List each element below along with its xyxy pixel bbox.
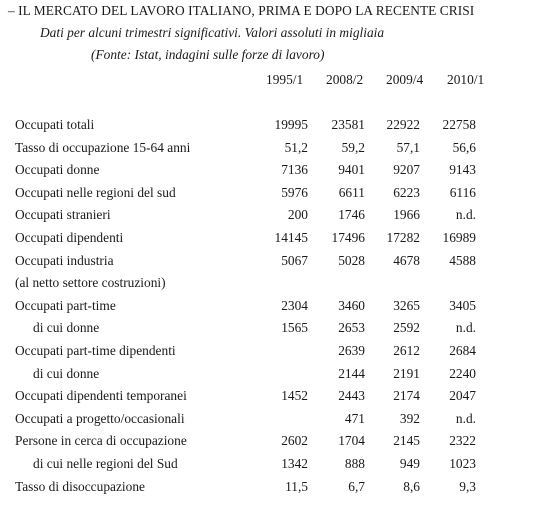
column-header-2009-4: 2009/4 bbox=[386, 72, 424, 87]
table-row bbox=[15, 317, 476, 340]
table-row bbox=[15, 408, 476, 431]
table-cell: 57,1 bbox=[396, 139, 420, 155]
table-cell: 23581 bbox=[331, 117, 365, 132]
table-cell bbox=[262, 363, 308, 386]
table-cell: 3405 bbox=[449, 297, 476, 313]
table-cell: 9207 bbox=[393, 162, 420, 178]
table-row bbox=[15, 114, 476, 137]
column-header-2010-1: 2010/1 bbox=[447, 72, 485, 87]
table-cell: 4588 bbox=[449, 252, 476, 268]
table-cell bbox=[262, 408, 308, 431]
table-cell: 2047 bbox=[449, 388, 476, 404]
table-cell: 2653 bbox=[338, 320, 365, 336]
column-header-1995-1: 1995/1 bbox=[266, 72, 304, 87]
row-label: di cui donne bbox=[33, 365, 100, 381]
table-cell: 22758 bbox=[442, 117, 476, 132]
table-cell: 2144 bbox=[338, 365, 365, 381]
table-cell: 2322 bbox=[449, 433, 476, 449]
row-label: Occupati stranieri bbox=[15, 207, 111, 223]
table-cell: 2145 bbox=[393, 433, 420, 449]
table-cell: 6611 bbox=[338, 184, 365, 200]
table-cell: 7136 bbox=[281, 162, 308, 178]
row-label: Occupati dipendenti bbox=[15, 229, 124, 245]
table-row bbox=[15, 182, 476, 205]
table-cell: 2602 bbox=[281, 433, 308, 449]
table-body bbox=[15, 114, 476, 498]
table-row bbox=[15, 340, 476, 363]
table-row bbox=[15, 204, 476, 227]
table-cell bbox=[365, 272, 420, 295]
row-label: (al netto settore costruzioni) bbox=[15, 275, 166, 291]
table-row bbox=[15, 476, 476, 499]
table-cell: 16989 bbox=[442, 229, 476, 245]
table-cell: 1342 bbox=[281, 455, 308, 471]
table-row bbox=[15, 430, 476, 453]
table-cell: 1966 bbox=[393, 207, 420, 223]
table-cell: 2639 bbox=[338, 342, 365, 358]
row-label: Occupati part-time dipendenti bbox=[15, 342, 176, 358]
table-cell: 949 bbox=[399, 455, 420, 471]
table-cell bbox=[262, 272, 308, 295]
table-row bbox=[15, 453, 476, 476]
row-label: Occupati a progetto/occasionali bbox=[15, 410, 185, 426]
document-subtitle: Dati per alcuni trimestri significativi. Valori assoluti in migliaia bbox=[40, 25, 385, 40]
table-cell: 9,3 bbox=[459, 478, 476, 494]
row-label: Persone in cerca di occupazione bbox=[15, 433, 187, 449]
row-label: Occupati industria bbox=[15, 252, 114, 268]
table-cell: 6223 bbox=[393, 184, 420, 200]
table-cell: 8,6 bbox=[403, 478, 420, 494]
table-cell: 4678 bbox=[393, 252, 420, 268]
table-cell: 59,2 bbox=[341, 139, 365, 155]
table-cell: 392 bbox=[399, 410, 420, 426]
table-cell: 3265 bbox=[393, 297, 420, 313]
row-label: Tasso di disoccupazione bbox=[15, 478, 145, 494]
data-table bbox=[15, 114, 476, 498]
table-cell: 51,2 bbox=[284, 139, 308, 155]
table-cell: 56,6 bbox=[452, 139, 476, 155]
table-cell: 1746 bbox=[338, 207, 365, 223]
table-cell: 5976 bbox=[281, 184, 308, 200]
table-cell bbox=[262, 340, 308, 363]
table-cell: 22922 bbox=[386, 117, 420, 132]
table-cell: 2592 bbox=[393, 320, 420, 336]
row-label: di cui nelle regioni del Sud bbox=[33, 455, 178, 471]
table-row bbox=[15, 295, 476, 318]
table-cell: 1452 bbox=[281, 388, 308, 404]
table-cell: 2443 bbox=[338, 388, 365, 404]
table-cell: 2684 bbox=[449, 342, 476, 358]
column-header-2008-2: 2008/2 bbox=[326, 72, 364, 87]
table-cell bbox=[308, 272, 365, 295]
row-label: Tasso di occupazione 15-64 anni bbox=[15, 139, 191, 155]
table-cell: n.d. bbox=[455, 410, 476, 426]
table-cell: 19995 bbox=[274, 117, 308, 132]
table-cell: 17282 bbox=[386, 229, 420, 245]
table-row bbox=[15, 363, 476, 386]
table-row bbox=[15, 227, 476, 250]
row-label: Occupati nelle regioni del sud bbox=[15, 184, 176, 200]
table-cell: 14145 bbox=[274, 229, 308, 245]
document-title: – IL MERCATO DEL LAVORO ITALIANO, PRIMA E DOPO LA RECENTE CRISI bbox=[8, 3, 475, 18]
document-source: (Fonte: Istat, indagini sulle forze di lavoro) bbox=[91, 47, 325, 62]
table-cell: n.d. bbox=[455, 320, 476, 336]
row-label: Occupati donne bbox=[15, 162, 100, 178]
row-label: Occupati totali bbox=[15, 117, 95, 132]
table-cell: 888 bbox=[344, 455, 365, 471]
table-cell: 200 bbox=[287, 207, 308, 223]
table-cell: 3460 bbox=[338, 297, 365, 313]
table-cell: 6,7 bbox=[348, 478, 365, 494]
table-cell: 2191 bbox=[393, 365, 420, 381]
table-cell: 6116 bbox=[449, 184, 476, 200]
table-cell: 2304 bbox=[281, 297, 308, 313]
table-cell: 5067 bbox=[281, 252, 308, 268]
table-cell: 1565 bbox=[281, 320, 308, 336]
table-row bbox=[15, 159, 476, 182]
table-row bbox=[15, 385, 476, 408]
table-cell bbox=[420, 272, 476, 295]
table-cell: 2174 bbox=[393, 388, 420, 404]
row-label: Occupati dipendenti temporanei bbox=[15, 388, 187, 404]
row-label: di cui donne bbox=[33, 320, 100, 336]
table-cell: n.d. bbox=[455, 207, 476, 223]
row-label: Occupati part-time bbox=[15, 297, 116, 313]
table-row bbox=[15, 250, 476, 273]
table-row bbox=[15, 137, 476, 160]
table-cell: 2612 bbox=[393, 342, 420, 358]
table-cell: 5028 bbox=[338, 252, 365, 268]
table-row bbox=[15, 272, 476, 295]
table-cell: 9401 bbox=[338, 162, 365, 178]
table-cell: 11,5 bbox=[285, 478, 308, 494]
table-cell: 471 bbox=[344, 410, 365, 426]
table-cell: 2240 bbox=[449, 365, 476, 381]
table-cell: 1704 bbox=[338, 433, 365, 449]
table-cell: 1023 bbox=[449, 455, 476, 471]
table-cell: 17496 bbox=[331, 229, 365, 245]
table-cell: 9143 bbox=[449, 162, 476, 178]
